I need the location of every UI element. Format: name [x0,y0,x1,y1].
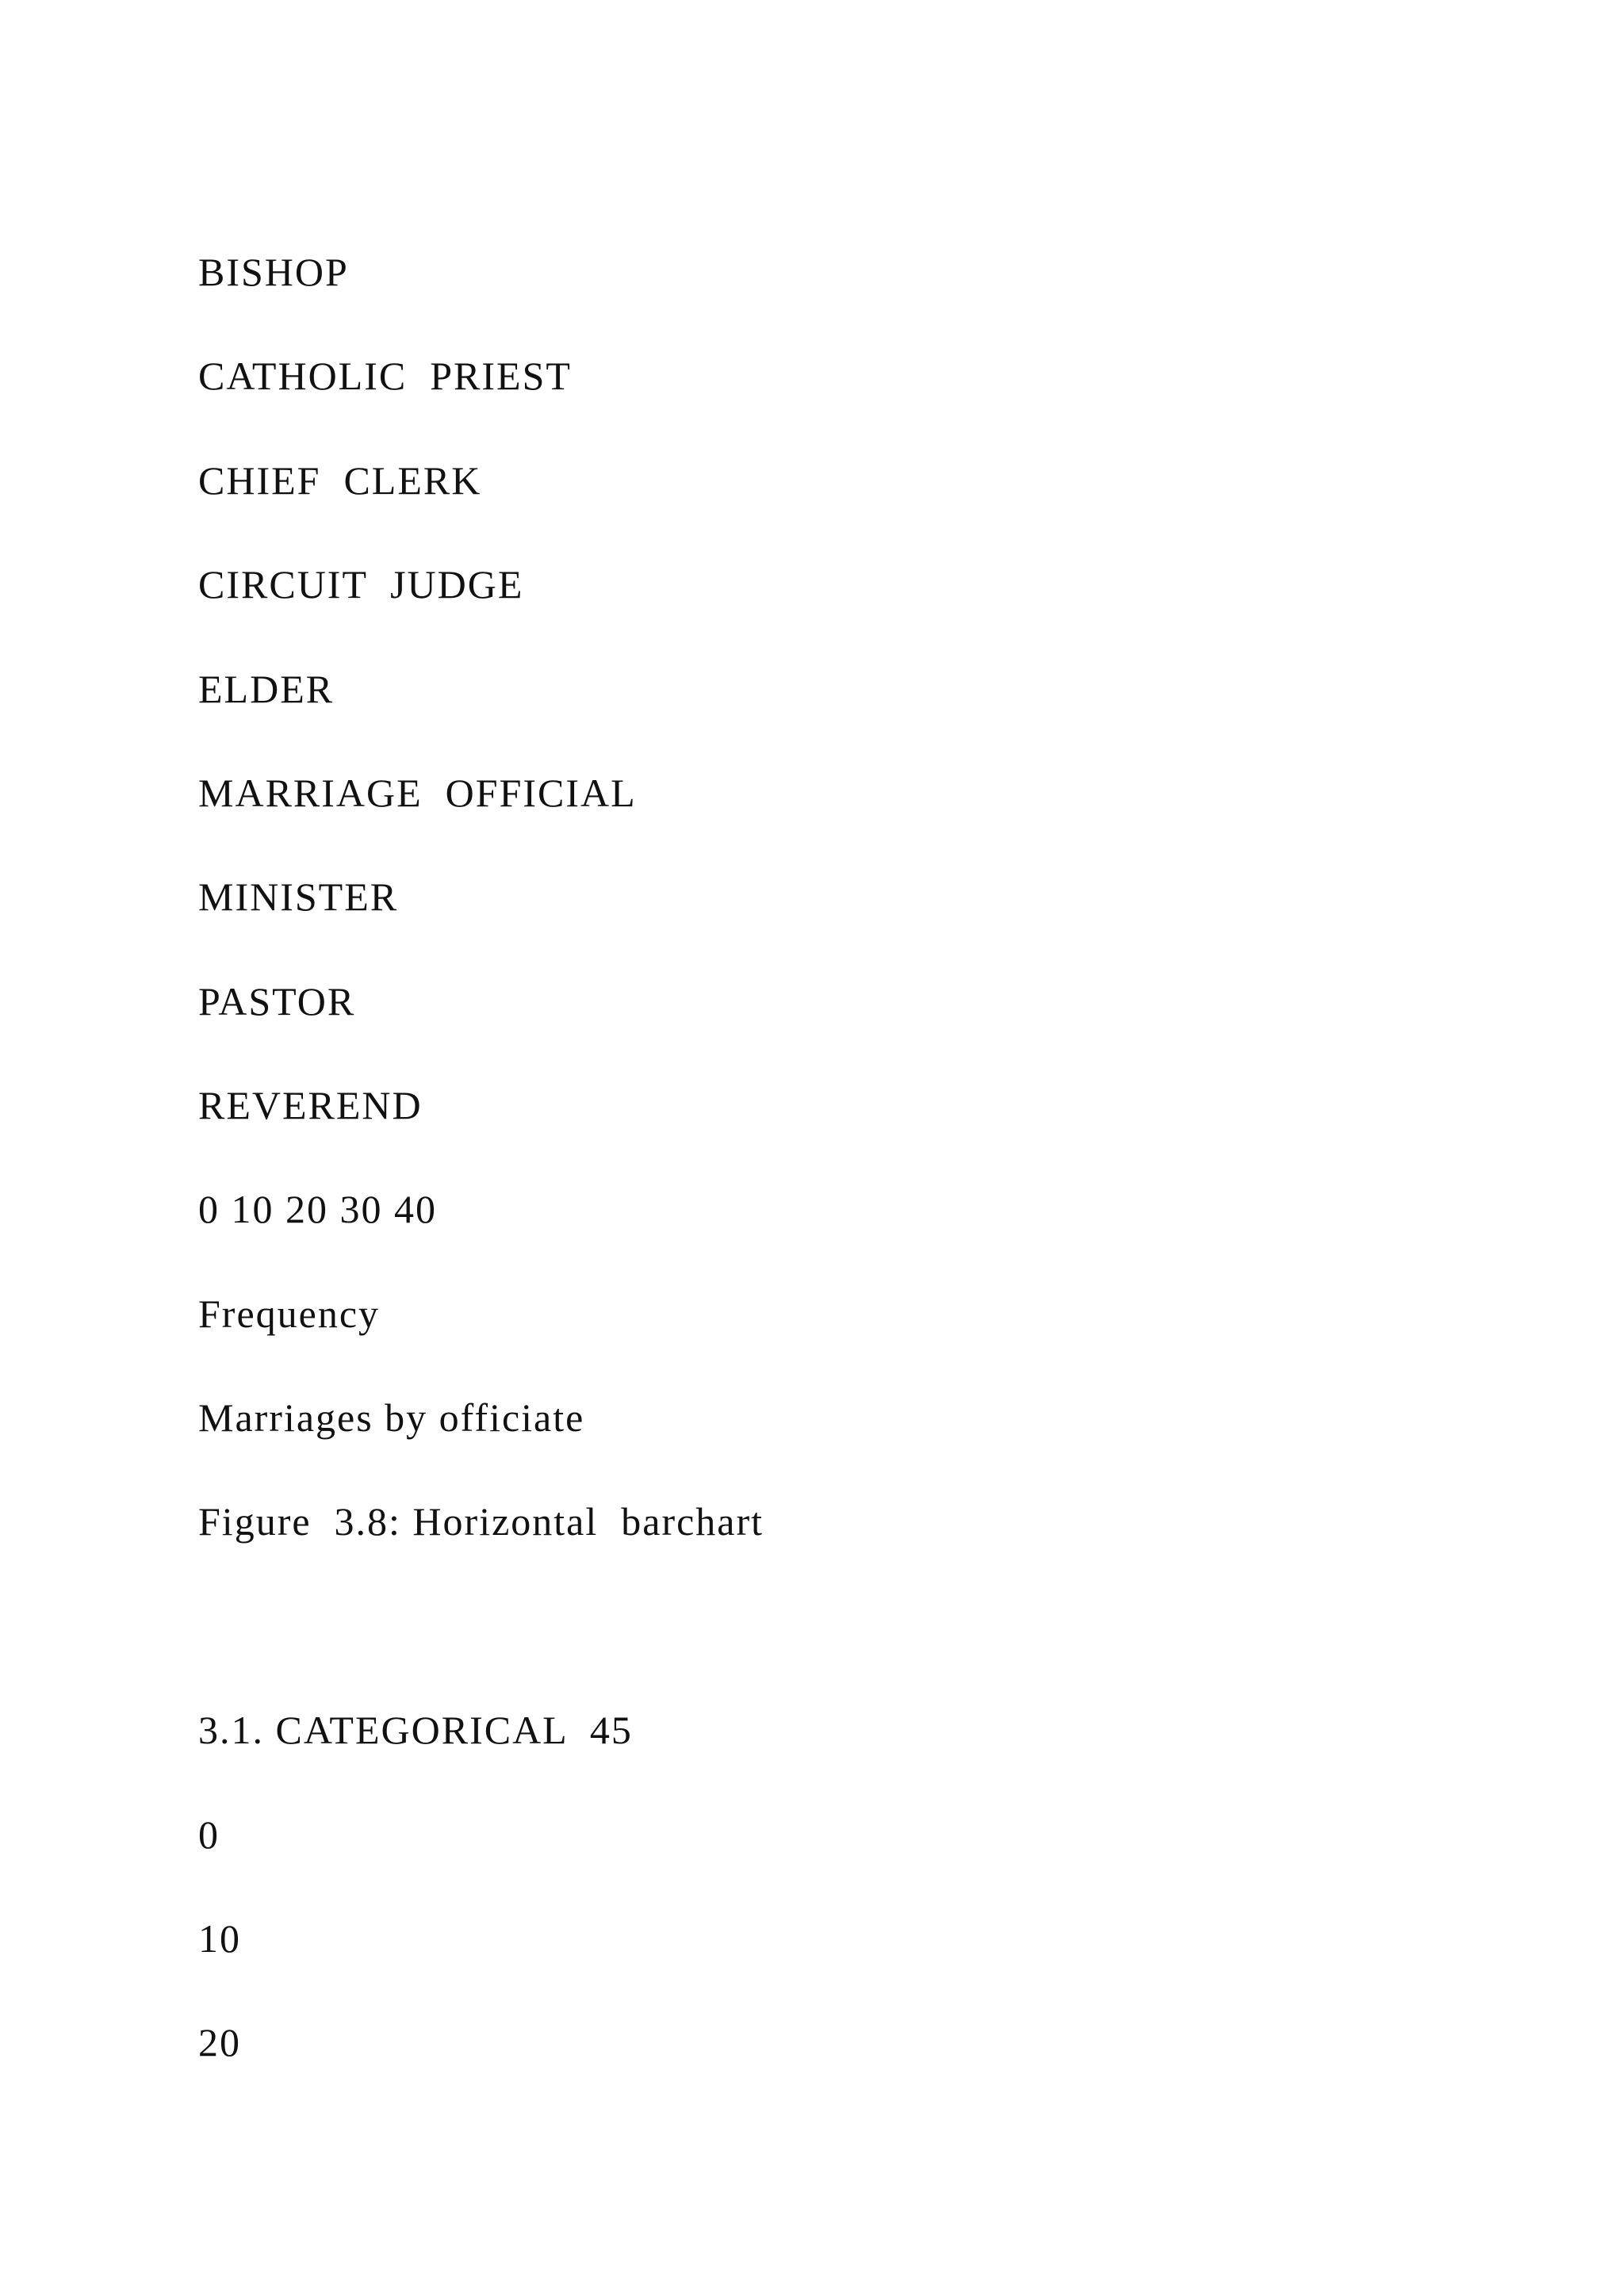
category-label-chief-clerk: CHIEF CLERK [198,458,482,503]
category-label-reverend: REVEREND [198,1083,423,1127]
chart-title: Marriages by officiate [198,1395,585,1440]
category-label-bishop: BISHOP [198,250,349,294]
category-label-marriage-official: MARRIAGE OFFICIAL [198,771,637,815]
category-label-circuit-judge: CIRCUIT JUDGE [198,562,524,607]
category-label-minister: MINISTER [198,874,399,919]
trailing-tick-10: 10 [198,1916,241,1961]
category-label-catholic-priest: CATHOLIC PRIEST [198,354,572,398]
trailing-tick-20: 20 [198,2020,241,2064]
axis-label: Frequency [198,1292,381,1336]
category-label-elder: ELDER [198,667,335,711]
category-label-pastor: PASTOR [198,979,356,1024]
figure-caption: Figure 3.8: Horizontal barchart [198,1499,764,1544]
axis-tick-labels: 0 10 20 30 40 [198,1187,437,1231]
trailing-tick-0: 0 [198,1812,220,1857]
running-header: 3.1. CATEGORICAL 45 [198,1708,633,1752]
